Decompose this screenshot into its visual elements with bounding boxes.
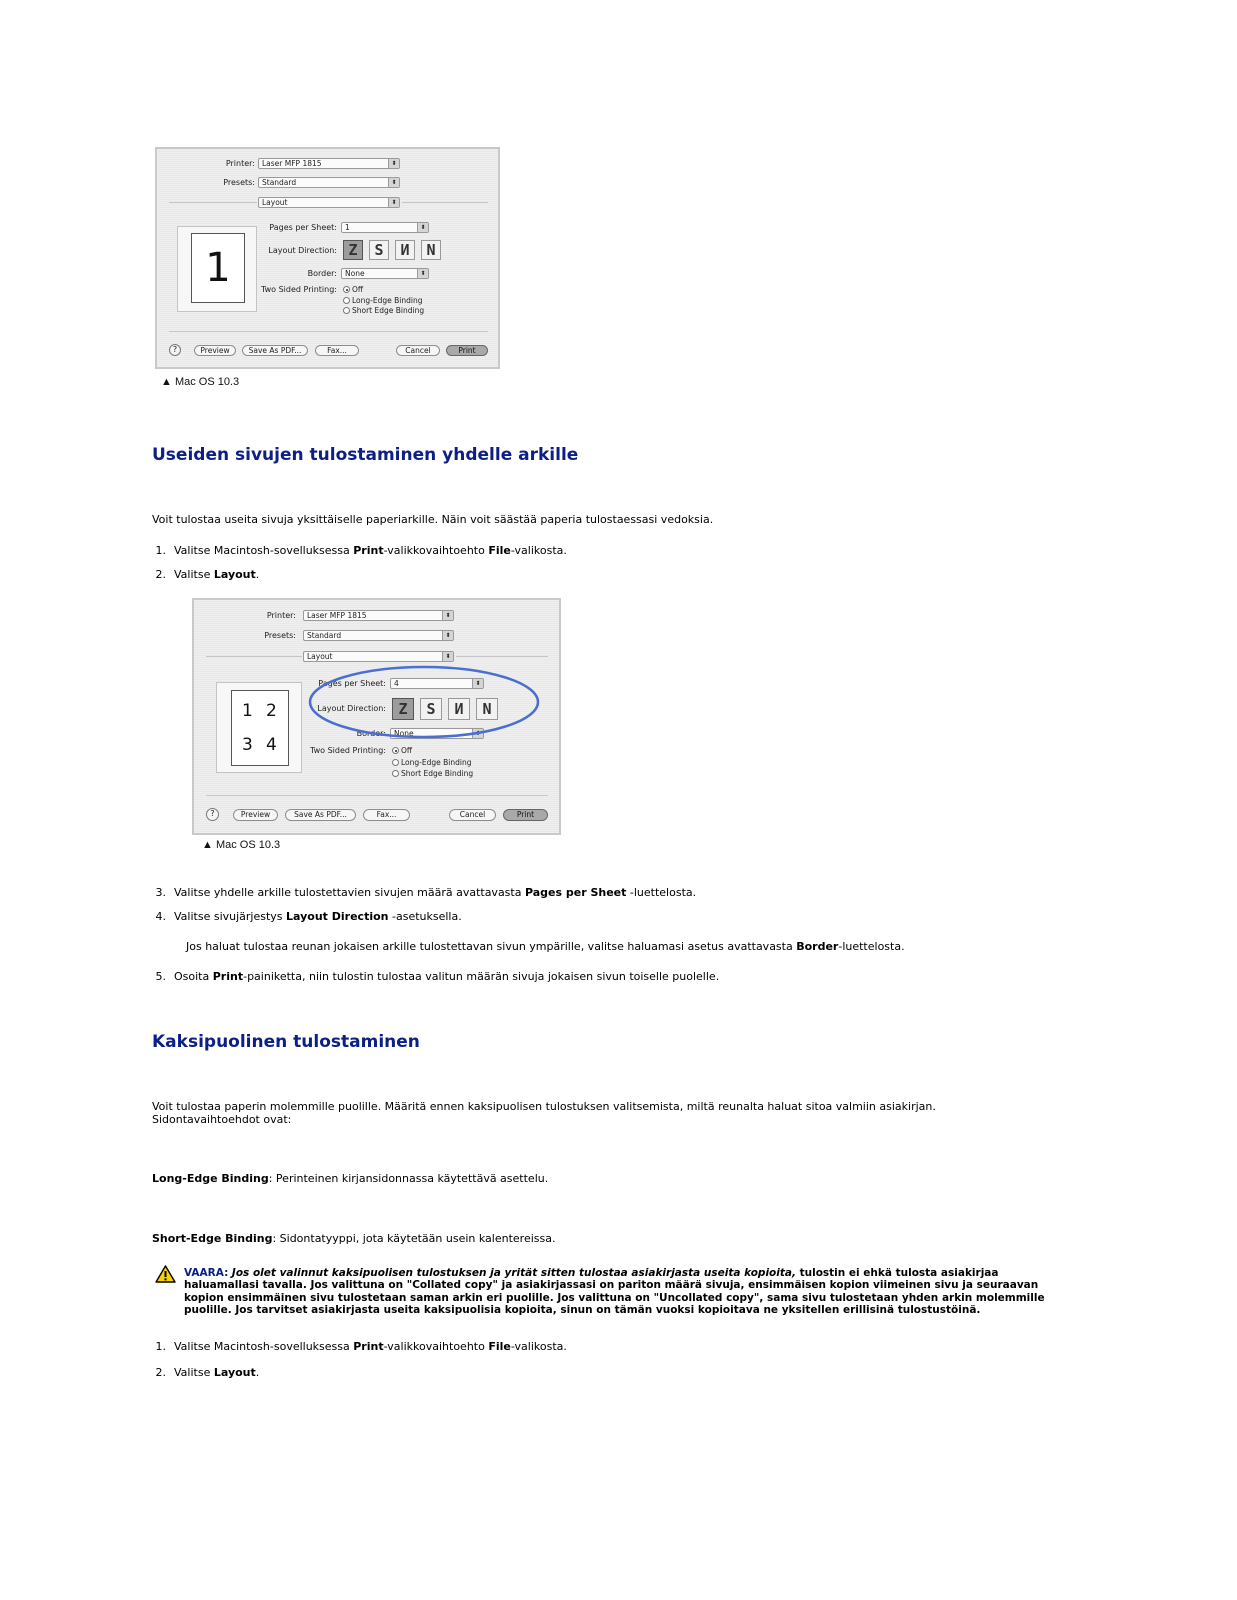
- binding-short-edge: [152, 1232, 555, 1245]
- long-edge-radio[interactable]: [343, 296, 422, 306]
- popup-arrow-icon: ⬍: [472, 679, 483, 688]
- preview-page-number: 4: [266, 735, 277, 755]
- figure-caption: ▲ Mac OS 10.3: [161, 376, 240, 388]
- print-button[interactable]: Print: [503, 809, 548, 821]
- preview-button[interactable]: Preview: [233, 809, 278, 821]
- layout-direction-label: Layout Direction:: [268, 246, 337, 255]
- step-text: -luettelosta.: [838, 940, 905, 953]
- step-bold: Pages per Sheet: [524, 886, 627, 899]
- step-text: -painiketta, niin tulostin tulostaa valitun määrän sivuja jokaisen sivun toiselle puolelle.: [243, 970, 720, 983]
- section-popup[interactable]: [303, 651, 454, 662]
- pages-per-sheet-value: 1: [345, 223, 350, 232]
- fax-button[interactable]: Fax...: [363, 809, 410, 821]
- step-text: -valikkovaihtoehto: [383, 1340, 489, 1353]
- step-bold: Print: [212, 970, 244, 983]
- presets-label: Presets:: [264, 631, 296, 640]
- term-bold: Long-Edge Binding: [152, 1172, 269, 1185]
- warning-text: tulostin ei ehkä tulosta asiakirjaa haluamallasi tavalla. Jos valittuna on "Collated copy" ja asiakirjassasi on pariton määrä sivuja, ensimmäisen kopion viimeinen sivu ja seuraavan kopion ensimmäinen sivu tulostetaan saman arkin eri puolille. Jos valittuna on "Uncollated copy", sama sivu tulostetaan yhden arkin molemmille puolille. Jos tarvitset asiakirjasta useita kaksipuolisia kopioita, sinun on tämän vuoksi kopioitava ne yksitellen erillisinä tulostustöinä.: [184, 1267, 1045, 1317]
- radio-icon: [343, 307, 350, 314]
- popup-arrow-icon: ⬍: [442, 631, 453, 640]
- step-text: -asetuksella.: [388, 910, 462, 923]
- step-bold: Print: [353, 544, 384, 557]
- direction-s-icon[interactable]: S: [420, 698, 442, 720]
- radio-selected-icon: [343, 286, 350, 293]
- step-text: .: [255, 1366, 260, 1379]
- separator: [206, 795, 548, 796]
- radio-selected-icon: [392, 747, 399, 754]
- pages-per-sheet-label: Pages per Sheet:: [318, 679, 386, 688]
- list-number: 2.: [155, 568, 166, 581]
- border-value: None: [345, 269, 365, 278]
- section-value: Layout: [307, 652, 333, 661]
- step-text: Valitse sivujärjestys: [174, 910, 287, 923]
- presets-popup[interactable]: [303, 630, 454, 641]
- two-sided-label: Two Sided Printing:: [261, 285, 337, 294]
- radio-label: Off: [352, 285, 364, 294]
- presets-value: Standard: [307, 631, 342, 640]
- two-sided-label: Two Sided Printing:: [310, 746, 386, 755]
- step-text: -luettelosta.: [626, 886, 697, 899]
- radio-icon: [392, 770, 399, 777]
- intro-paragraph: Voit tulostaa useita sivuja yksittäiselle paperiarkille. Näin voit säästää paperia tulostaessasi vedoksia.: [152, 513, 714, 526]
- separator: [402, 202, 488, 203]
- figure-caption: ▲ Mac OS 10.3: [202, 839, 281, 851]
- warning-icon: [155, 1265, 176, 1283]
- radio-label: Long-Edge Binding: [401, 758, 472, 767]
- step-bold: Border: [796, 940, 839, 953]
- printer-label: Printer:: [225, 159, 255, 168]
- list-item-note: [186, 940, 905, 953]
- print-dialog-2: [192, 598, 561, 835]
- step-bold: Print: [353, 1340, 384, 1353]
- step-text: Valitse Macintosh-sovelluksessa: [174, 544, 354, 557]
- printer-value: Laser MFP 1815: [262, 159, 322, 168]
- direction-s-icon[interactable]: S: [369, 240, 389, 260]
- list-number: 4.: [155, 910, 166, 923]
- preview-sheet: [231, 690, 289, 766]
- step-bold: Layout Direction: [286, 910, 389, 923]
- border-label: Border:: [356, 729, 386, 738]
- popup-arrow-icon: ⬍: [388, 198, 399, 207]
- step-text: .: [255, 568, 260, 581]
- term-description: : Sidontatyyppi, jota käytetään usein kalentereissa.: [272, 1232, 556, 1245]
- separator: [456, 656, 548, 657]
- pages-per-sheet-label: Pages per Sheet:: [269, 223, 337, 232]
- separator: [169, 202, 257, 203]
- print-button[interactable]: Print: [446, 345, 488, 356]
- printer-popup[interactable]: [258, 158, 400, 169]
- warning-label: VAARA:: [184, 1267, 229, 1279]
- direction-n-reverse-icon[interactable]: И: [395, 240, 415, 260]
- radio-icon: [392, 759, 399, 766]
- printer-value: Laser MFP 1815: [307, 611, 367, 620]
- radio-label: Off: [401, 746, 413, 755]
- long-edge-radio[interactable]: [392, 758, 471, 768]
- border-popup[interactable]: [341, 268, 429, 279]
- preview-page-number: 1: [205, 245, 231, 291]
- popup-arrow-icon: ⬍: [388, 178, 399, 187]
- border-value: None: [394, 729, 414, 738]
- save-as-pdf-button[interactable]: Save As PDF...: [242, 345, 308, 356]
- step-text: -valikosta.: [510, 544, 567, 557]
- preview-sheet: [191, 233, 245, 303]
- printer-popup[interactable]: [303, 610, 454, 621]
- two-sided-off-radio[interactable]: [343, 285, 363, 295]
- radio-icon: [343, 297, 350, 304]
- step-text: Valitse: [174, 568, 214, 581]
- step-text: -valikkovaihtoehto: [383, 544, 489, 557]
- separator: [206, 656, 302, 657]
- direction-n-icon[interactable]: N: [421, 240, 441, 260]
- direction-z-icon[interactable]: Z: [343, 240, 363, 260]
- highlight-ellipse: [306, 662, 542, 742]
- separator: [169, 331, 488, 332]
- pages-per-sheet-value: 4: [394, 679, 399, 688]
- printer-label: Printer:: [266, 611, 296, 620]
- preview-page-number: 2: [266, 701, 277, 721]
- preview-page-number: 3: [242, 735, 253, 755]
- term-description: : Perinteinen kirjansidonnassa käytettävä asettelu.: [268, 1172, 549, 1185]
- list-number: 3.: [155, 886, 166, 899]
- fax-button[interactable]: Fax...: [315, 345, 359, 356]
- binding-long-edge: [152, 1172, 548, 1185]
- popup-arrow-icon: ⬍: [417, 269, 428, 278]
- step-text: -valikosta.: [510, 1340, 567, 1353]
- presets-label: Presets:: [223, 178, 255, 187]
- direction-n-icon[interactable]: N: [476, 698, 498, 720]
- popup-arrow-icon: ⬍: [417, 223, 428, 232]
- list-number: 1.: [155, 544, 166, 557]
- help-icon[interactable]: ?: [206, 808, 219, 821]
- section-heading-duplex: Kaksipuolinen tulostaminen: [152, 1032, 420, 1052]
- intro-paragraph: Voit tulostaa paperin molemmille puolille. Määritä ennen kaksipuolisen tulostuksen valitsemista, miltä reunalta haluat sitoa valmiin asiakirjan. Sidontavaihtoehdot ovat:: [152, 1100, 936, 1126]
- radio-label: Short Edge Binding: [352, 306, 425, 315]
- step-bold: Layout: [213, 1366, 256, 1379]
- short-edge-radio[interactable]: [343, 306, 424, 316]
- preview-page-number: 1: [242, 701, 253, 721]
- step-bold: File: [488, 544, 511, 557]
- step-text: Jos haluat tulostaa reunan jokaisen arkille tulostettavan sivun ympärille, valitse haluamasi asetus avattavasta: [186, 940, 797, 953]
- popup-arrow-icon: ⬍: [388, 159, 399, 168]
- warning-italic: Jos olet valinnut kaksipuolisen tulostuksen ja yrität sitten tulostaa asiakirjasta useita kopioita,: [228, 1267, 796, 1279]
- cancel-button[interactable]: Cancel: [449, 809, 496, 821]
- border-label: Border:: [307, 269, 337, 278]
- radio-label: Short Edge Binding: [401, 769, 474, 778]
- step-text: Valitse: [174, 1366, 214, 1379]
- term-bold: Short-Edge Binding: [152, 1232, 273, 1245]
- pages-per-sheet-popup[interactable]: [341, 222, 429, 233]
- step-text: Valitse Macintosh-sovelluksessa: [174, 1340, 354, 1353]
- warning-note: [184, 1267, 1054, 1317]
- help-icon[interactable]: ?: [169, 344, 181, 356]
- direction-z-icon[interactable]: Z: [392, 698, 414, 720]
- presets-popup[interactable]: [258, 177, 400, 188]
- short-edge-radio[interactable]: [392, 769, 473, 779]
- list-number: 2.: [155, 1366, 166, 1379]
- radio-label: Long-Edge Binding: [352, 296, 423, 305]
- layout-direction-label: Layout Direction:: [317, 704, 386, 713]
- popup-arrow-icon: ⬍: [472, 729, 483, 738]
- section-heading-multiple-pages: Useiden sivujen tulostaminen yhdelle arkille: [152, 445, 579, 465]
- list-number: 1.: [155, 1340, 166, 1353]
- step-bold: Layout: [213, 568, 256, 581]
- preview-button[interactable]: Preview: [194, 345, 236, 356]
- step-text: Osoita: [174, 970, 213, 983]
- section-popup[interactable]: [258, 197, 400, 208]
- print-dialog-1: [155, 147, 500, 369]
- list-number: 5.: [155, 970, 166, 983]
- save-as-pdf-button[interactable]: Save As PDF...: [285, 809, 356, 821]
- section-value: Layout: [262, 198, 288, 207]
- popup-arrow-icon: ⬍: [442, 611, 453, 620]
- presets-value: Standard: [262, 178, 297, 187]
- two-sided-off-radio[interactable]: [392, 746, 412, 756]
- cancel-button[interactable]: Cancel: [396, 345, 440, 356]
- popup-arrow-icon: ⬍: [442, 652, 453, 661]
- step-text: Valitse yhdelle arkille tulostettavien sivujen määrä avattavasta: [174, 886, 525, 899]
- direction-n-reverse-icon[interactable]: И: [448, 698, 470, 720]
- step-bold: File: [488, 1340, 511, 1353]
